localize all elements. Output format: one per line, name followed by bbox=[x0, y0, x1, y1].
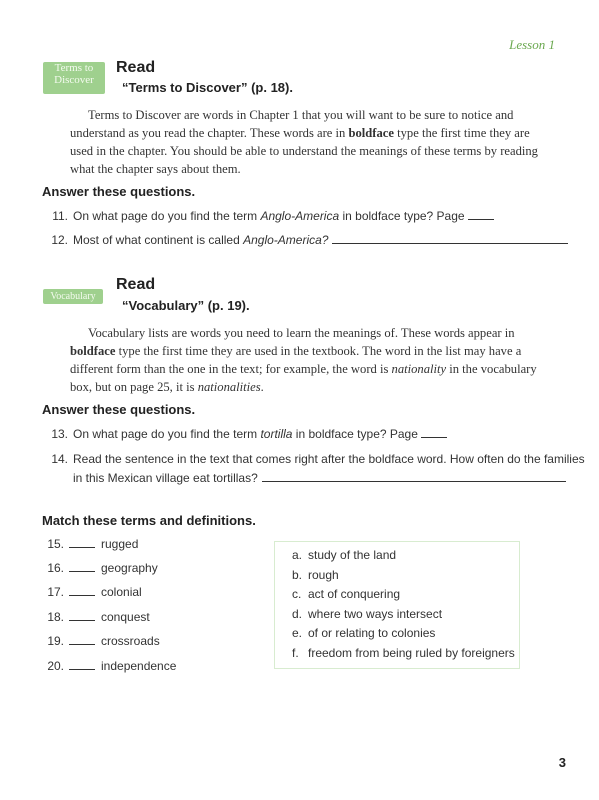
answer-blank[interactable] bbox=[332, 233, 568, 244]
question-number: 11. bbox=[52, 209, 68, 223]
page-number: 3 bbox=[558, 755, 566, 770]
match-term-18 bbox=[44, 610, 150, 624]
answer-blank[interactable] bbox=[69, 634, 95, 645]
term-text: independence bbox=[101, 659, 177, 673]
para-text: in the vocabulary box, but on page 25, it is bbox=[70, 362, 537, 394]
answer-blank[interactable] bbox=[69, 610, 95, 621]
term-text: rugged bbox=[101, 537, 139, 551]
lesson-label: Lesson 1 bbox=[509, 37, 555, 52]
question-12 bbox=[48, 230, 568, 251]
question-term: Anglo-America bbox=[260, 209, 340, 223]
definition-text: freedom from being ruled by foreigners bbox=[308, 646, 515, 660]
match-term-20 bbox=[44, 659, 176, 673]
definition-text: of or relating to colonies bbox=[308, 626, 436, 640]
term-text: geography bbox=[101, 561, 158, 575]
definition-d bbox=[292, 607, 442, 621]
answer-blank[interactable] bbox=[468, 209, 494, 220]
para-bold: boldface bbox=[348, 126, 394, 140]
definition-letter: c. bbox=[292, 587, 302, 601]
question-term: tortilla bbox=[260, 427, 293, 441]
para-text: Terms to Discover are words in Chapter 1 that you will want to be sure to notice and understand as you read the chapter. These words are in bbox=[70, 108, 514, 140]
match-term-17 bbox=[44, 585, 142, 599]
term-number: 19. bbox=[47, 634, 64, 648]
section-heading-matching: Match these terms and definitions. bbox=[42, 513, 256, 528]
answer-blank[interactable] bbox=[69, 659, 95, 670]
definition-letter: e. bbox=[292, 626, 303, 640]
definition-text: study of the land bbox=[308, 548, 397, 562]
match-term-16 bbox=[44, 561, 158, 575]
badge-line-1: Terms to bbox=[54, 62, 94, 74]
question-text: in boldface type? Page bbox=[339, 209, 465, 223]
section-heading-questions-2: Answer these questions. bbox=[42, 402, 196, 417]
match-term-15 bbox=[44, 537, 138, 551]
definition-text: where two ways intersect bbox=[308, 607, 443, 621]
answer-blank[interactable] bbox=[69, 561, 95, 572]
read-heading-2: Read bbox=[116, 276, 156, 293]
term-number: 18. bbox=[47, 610, 64, 624]
question-11 bbox=[48, 206, 494, 227]
definition-letter: f. bbox=[292, 646, 299, 660]
badge-line-2: Discover bbox=[54, 73, 94, 86]
term-text: crossroads bbox=[101, 634, 160, 648]
vocabulary-paragraph bbox=[70, 324, 552, 396]
match-term-19 bbox=[44, 634, 160, 648]
para-text: Vocabulary lists are words you need to learn the meanings of. These words appear in bbox=[88, 326, 515, 340]
definition-letter: b. bbox=[292, 568, 303, 582]
terms-paragraph bbox=[70, 106, 552, 178]
term-number: 20. bbox=[47, 659, 64, 673]
answer-blank[interactable] bbox=[69, 537, 95, 548]
read-heading-1: Read bbox=[116, 59, 156, 76]
term-text: colonial bbox=[101, 585, 142, 599]
question-text: Most of what continent is called bbox=[73, 233, 244, 247]
term-number: 15. bbox=[47, 537, 64, 551]
para-text: type the first time they are used in the chapter. You should be able to understand the meanings of these terms by reading what the chapter says about them. bbox=[70, 126, 538, 176]
question-14-line-2 bbox=[73, 468, 566, 489]
term-text: conquest bbox=[101, 610, 150, 624]
para-text: . bbox=[260, 380, 264, 394]
question-text: in this Mexican village eat tortillas? bbox=[73, 471, 258, 485]
para-bold: boldface bbox=[70, 344, 116, 358]
definition-b bbox=[292, 568, 339, 582]
term-number: 17. bbox=[47, 585, 64, 599]
definition-c bbox=[292, 587, 400, 601]
read-subheading-2: “Vocabulary” (p. 19). bbox=[122, 298, 250, 313]
read-subheading-1: “Terms to Discover” (p. 18). bbox=[122, 80, 293, 95]
para-italic: nationality bbox=[391, 362, 447, 376]
question-term: Anglo-America? bbox=[243, 233, 329, 247]
question-13 bbox=[48, 424, 447, 445]
term-number: 16. bbox=[47, 561, 64, 575]
para-text: type the first time they are used in the textbook. The word in the list may have a different form than the one in the text; for example, the word is bbox=[70, 344, 522, 376]
answer-blank[interactable] bbox=[69, 585, 95, 596]
definition-f bbox=[292, 646, 515, 660]
definition-letter: a. bbox=[292, 548, 303, 562]
definition-text: act of conquering bbox=[308, 587, 401, 601]
answer-blank[interactable] bbox=[262, 471, 566, 482]
vocabulary-badge: Vocabulary bbox=[43, 289, 103, 304]
section-heading-questions-1: Answer these questions. bbox=[42, 184, 196, 199]
question-14 bbox=[48, 449, 585, 470]
question-text: On what page do you find the term bbox=[73, 427, 261, 441]
question-text: in boldface type? Page bbox=[292, 427, 418, 441]
definition-a bbox=[292, 548, 396, 562]
question-number: 13. bbox=[51, 427, 68, 441]
definition-letter: d. bbox=[292, 607, 303, 621]
terms-to-discover-badge bbox=[43, 62, 105, 94]
definition-e bbox=[292, 626, 435, 640]
question-text: Read the sentence in the text that comes right after the boldface word. How often do the families bbox=[73, 452, 585, 466]
answer-blank[interactable] bbox=[421, 427, 447, 438]
question-text: On what page do you find the term bbox=[73, 209, 261, 223]
para-italic: nationalities bbox=[197, 380, 261, 394]
definition-text: rough bbox=[308, 568, 339, 582]
question-number: 12. bbox=[51, 233, 68, 247]
question-number: 14. bbox=[51, 452, 68, 466]
